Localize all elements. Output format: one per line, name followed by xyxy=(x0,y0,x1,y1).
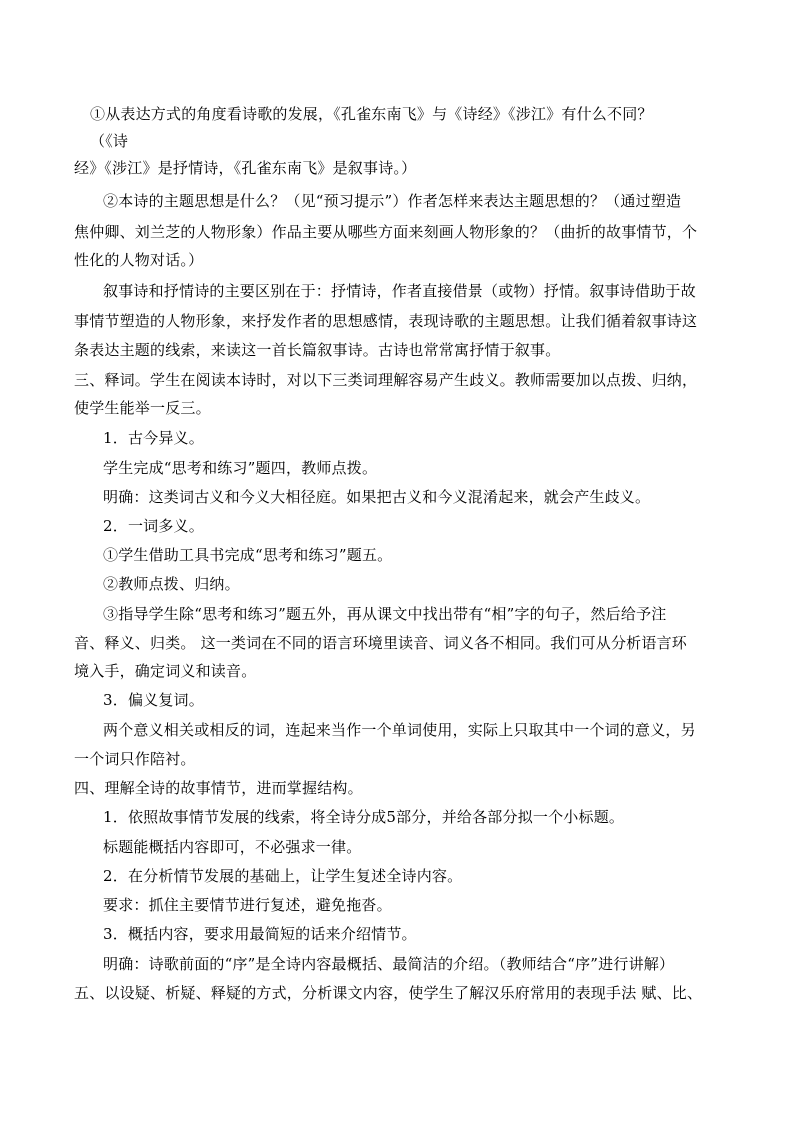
text-line: 明确：诗歌前面的“序”是全诗内容最概括、最简洁的介绍。（教师结合“序”进行讲解） xyxy=(103,955,675,973)
section-heading: 三、释词。学生在阅读本诗时，对以下三类词理解容易产生歧义。教师需要加以点拨、归纳， xyxy=(74,371,698,389)
text-line: 明确：这类词古义和今义大相径庭。如果把古义和今义混淆起来，就会产生歧义。 xyxy=(103,488,651,506)
text-line: ③指导学生除“思考和练习”题五外，再从课文中找出带有“相”字的句子，然后给予注 xyxy=(103,605,667,623)
text-line: ①学生借助工具书完成“思考和练习”题五。 xyxy=(103,546,393,564)
text-line: 经》《涉江》是抒情诗，《孔雀东南飞》是叙事诗。） xyxy=(74,159,417,177)
text-line: 焦仲卿、刘兰芝的人物形象）作品主要从哪些方面来刻画人物形象的？（曲折的故事情节，个 xyxy=(74,223,698,241)
text-line: 音、释义、归类。 这一类词在不同的语言环境里读音、词义各不相同。我们可从分析语言环 xyxy=(74,634,687,652)
text-line: 3．概括内容，要求用最简短的话来介绍情节。 xyxy=(103,925,417,943)
text-line: 境入手，确定词义和读音。 xyxy=(74,662,257,680)
text-line: 叙事诗和抒情诗的主要区别在于：抒情诗，作者直接借景（或物）抒情。叙事诗借助于故 xyxy=(103,282,696,300)
text-line: 事情节塑造的人物形象，来抒发作者的思想感情，表现诗歌的主题思想。让我们循着叙事诗这 xyxy=(74,312,698,330)
subheading: 1．古今异义。 xyxy=(103,429,204,447)
text-line: 2．在分析情节发展的基础上，让学生复述全诗内容。 xyxy=(103,867,463,885)
text-line: ②教师点拨、归纳。 xyxy=(103,575,240,593)
text-line: 条表达主题的线索，来读这一首长篇叙事诗。古诗也常常寓抒情于叙事。 xyxy=(74,341,561,359)
text-line: ②本诗的主题思想是什么？（见“预习提示”）作者怎样来表达主题思想的？（通过塑造 xyxy=(103,192,682,210)
text-line: 1．依照故事情节发展的线索，将全诗分成5部分，并给各部分拟一个小标题。 xyxy=(103,808,625,826)
text-line: （《诗 xyxy=(90,132,129,150)
subheading: 3．偏义复词。 xyxy=(103,691,204,709)
text-line: 要求：抓住主要情节进行复述，避免拖沓。 xyxy=(103,896,392,914)
text-line: 使学生能举一反三。 xyxy=(74,399,211,417)
text-line: 一个词只作陪衬。 xyxy=(74,750,196,768)
subheading: 2．一词多义。 xyxy=(103,517,204,535)
text-line: 两个意义相关或相反的词，连起来当作一个单词使用，实际上只取其中一个词的意义，另 xyxy=(103,721,696,739)
section-heading: 五、以设疑、析疑、释疑的方式，分析课文内容，使学生了解汉乐府常用的表现手法 赋、比、 xyxy=(74,984,703,1002)
text-line: 性化的人物对话。） xyxy=(74,251,204,269)
section-heading: 四、理解全诗的故事情节，进而掌握结构。 xyxy=(74,779,363,797)
text-line: ①从表达方式的角度看诗歌的发展，《孔雀东南飞》与《诗经》《涉江》有什么不同？ xyxy=(90,105,653,123)
text-line: 标题能概括内容即可，不必强求一律。 xyxy=(103,838,362,856)
text-line: 学生完成“思考和练习”题四，教师点拨。 xyxy=(103,459,378,477)
